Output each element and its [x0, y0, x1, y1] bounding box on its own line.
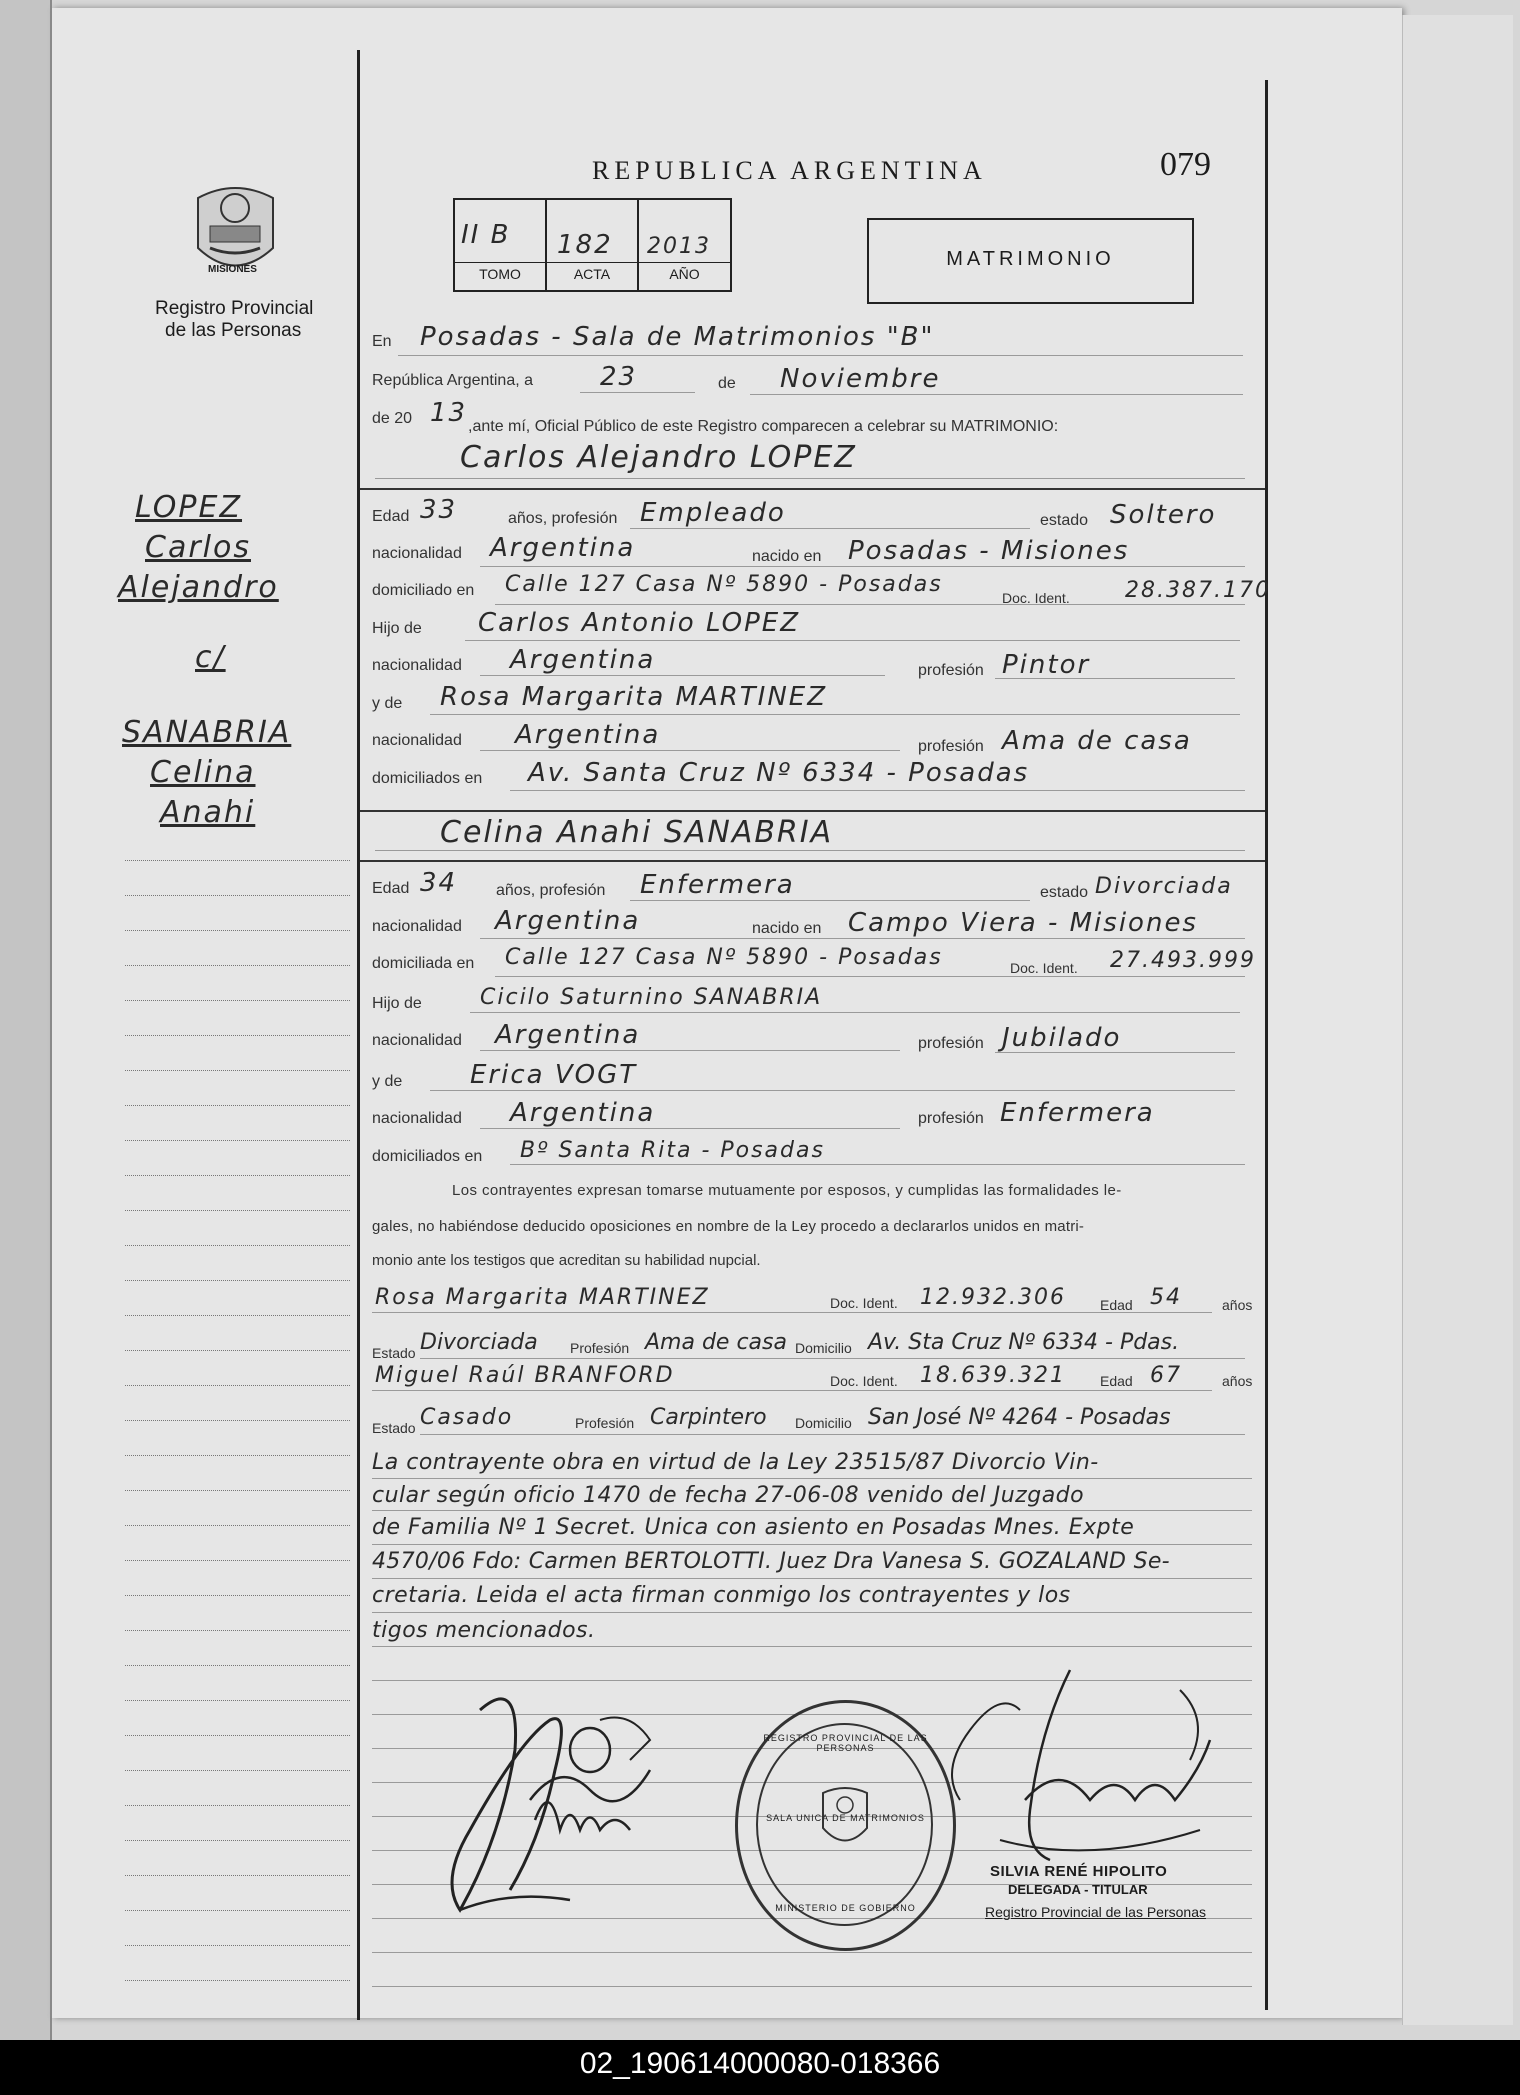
s1-anios-label: años, profesión: [508, 510, 618, 527]
officer-org: Registro Provincial de las Personas: [985, 1904, 1206, 1920]
sidebar-name-surname1: LOPEZ: [135, 490, 243, 525]
w2-profesion: Carpintero: [650, 1405, 767, 1430]
org-name-line1: Registro Provincial: [155, 298, 314, 319]
s1-domicilio: Calle 127 Casa Nº 5890 - Posadas: [505, 572, 943, 597]
s2-madre: Erica VOGT: [470, 1060, 638, 1090]
s2-estado-label: estado: [1040, 884, 1089, 901]
w1-dom-label: Domicilio: [795, 1340, 852, 1356]
ceremony-day: 23: [600, 362, 638, 392]
s2-nacionalidad: Argentina: [495, 906, 641, 936]
w2-domicilio: San José Nº 4264 - Posadas: [868, 1405, 1171, 1430]
left-page: [0, 0, 52, 2040]
province-emblem: [188, 178, 283, 288]
s2-doc: 27.493.999: [1110, 948, 1256, 973]
note-line-6: tigos mencionados.: [372, 1618, 596, 1643]
file-id: 02_190614000080-018366: [579, 2047, 941, 2080]
s1-edad-label: Edad: [372, 508, 410, 525]
w1-prof-label: Profesión: [570, 1340, 630, 1356]
seal-inner-text: SALA UNICA DE MATRIMONIOS: [766, 1813, 925, 1823]
note-line-4: 4570/06 Fdo: Carmen BERTOLOTTI. Juez Dra Vanesa S. GOZALAND Se-: [372, 1549, 1170, 1574]
year-prefix: de 20: [372, 410, 413, 427]
official-seal: [735, 1700, 956, 1951]
s1-dom-label: domiciliado en: [372, 582, 475, 599]
declaration-line2: gales, no habiéndose deducido oposiciones en nombre de la Ley procedo a declararlos unidos en matri-: [372, 1218, 1085, 1235]
s2-padre-nac: Argentina: [495, 1020, 641, 1050]
s2-padres-dom: Bº Santa Rita - Posadas: [520, 1138, 825, 1163]
officer-title: DELEGADA - TITULAR: [1008, 1882, 1148, 1897]
s1-padre-prof-label: profesión: [918, 662, 984, 679]
s1-nac-label: nacionalidad: [372, 545, 462, 562]
s2-padres-dom-label: domiciliados en: [372, 1148, 483, 1165]
s2-estado: Divorciada: [1095, 874, 1233, 899]
s1-nacido-label: nacido en: [752, 548, 822, 565]
spouse2-full-name: Celina Anahi SANABRIA: [440, 815, 834, 850]
s2-nacido: Campo Viera - Misiones: [848, 908, 1198, 938]
en-label: En: [372, 333, 392, 350]
w1-estado: Divorciada: [420, 1330, 538, 1355]
w2-prof-label: Profesión: [575, 1415, 635, 1431]
s2-padre-nac-label: nacionalidad: [372, 1032, 462, 1049]
page-number: 079: [1160, 146, 1211, 183]
org-name-line2: de las Personas: [165, 320, 302, 341]
tomo-label: TOMO: [455, 262, 545, 282]
tomo-value: II B: [461, 220, 511, 250]
w2-estado: Casado: [420, 1405, 514, 1430]
w1-doc: 12.932.306: [920, 1285, 1066, 1310]
anio-label: AÑO: [639, 262, 730, 282]
s1-padre-nac-label: nacionalidad: [372, 657, 462, 674]
spouse2-divider-top: [360, 810, 1265, 812]
s1-doc: 28.387.170: [1125, 578, 1271, 603]
acta-label: ACTA: [547, 262, 637, 282]
s1-yde-label: y de: [372, 695, 403, 712]
document-type-box: [867, 218, 1194, 304]
s2-padre: Cicilo Saturnino SANABRIA: [480, 985, 823, 1010]
right-margin-line: [1265, 80, 1268, 2010]
s1-profesion: Empleado: [640, 498, 786, 528]
spouse1-divider: [360, 488, 1265, 490]
w2-edad: 67: [1150, 1363, 1182, 1388]
s1-estado-label: estado: [1040, 512, 1089, 529]
country-title: REPUBLICA ARGENTINA: [592, 156, 987, 185]
w2-doc-label: Doc. Ident.: [830, 1373, 898, 1389]
s2-madre-prof: Enfermera: [1000, 1098, 1155, 1128]
sidebar-name-middle2: Anahi: [160, 795, 256, 830]
s2-edad: 34: [420, 868, 458, 898]
s2-madre-nac-label: nacionalidad: [372, 1110, 462, 1127]
page-edge: [1402, 15, 1513, 2025]
year-suffix: 13: [430, 398, 468, 428]
w1-domicilio: Av. Sta Cruz Nº 6334 - Pdas.: [868, 1330, 1180, 1355]
s1-nacionalidad: Argentina: [490, 533, 636, 563]
signature-left: [420, 1680, 700, 1930]
sidebar-name-surname2: SANABRIA: [122, 715, 292, 750]
spouse1-full-name: Carlos Alejandro LOPEZ: [460, 440, 857, 475]
seal-emblem-icon: [815, 1783, 875, 1853]
s1-estado: Soltero: [1110, 500, 1217, 530]
emblem-caption: MISIONES: [208, 264, 257, 275]
s2-yde-label: y de: [372, 1073, 403, 1090]
s1-padre-nac: Argentina: [510, 645, 656, 675]
s1-madre-prof: Ama de casa: [1002, 726, 1192, 756]
w2-name: Miguel Raúl BRANFORD: [375, 1363, 675, 1388]
w1-edad: 54: [1150, 1285, 1182, 1310]
spouse2-divider: [360, 860, 1265, 862]
s1-padres-dom-label: domiciliados en: [372, 770, 483, 787]
s2-nac-label: nacionalidad: [372, 918, 462, 935]
w2-dom-label: Domicilio: [795, 1415, 852, 1431]
de-label: de: [718, 375, 736, 392]
sidebar-divider: [357, 50, 360, 2020]
s2-padre-prof: Jubilado: [1002, 1023, 1122, 1053]
w1-anios-label: años: [1222, 1297, 1253, 1313]
s1-madre-nac: Argentina: [515, 720, 661, 750]
declaration-line1: Los contrayentes expresan tomarse mutuamente por esposos, y cumplidas las formalidades le-: [452, 1182, 1122, 1199]
s2-edad-label: Edad: [372, 880, 410, 897]
declaration-line3: monio ante los testigos que acreditan su habilidad nupcial.: [372, 1252, 761, 1269]
s2-doc-label: Doc. Ident.: [1010, 960, 1078, 976]
anio-value: 2013: [647, 234, 711, 259]
ceremony-month: Noviembre: [780, 364, 941, 394]
w2-estado-label: Estado: [372, 1420, 416, 1436]
w1-doc-label: Doc. Ident.: [830, 1295, 898, 1311]
s1-edad: 33: [420, 495, 458, 525]
s2-madre-nac: Argentina: [510, 1098, 656, 1128]
republica-label: República Argentina, a: [372, 372, 533, 389]
sidebar-name-first1: Carlos: [145, 530, 251, 565]
ceremony-place: Posadas - Sala de Matrimonios "B": [420, 322, 935, 352]
s1-padres-dom: Av. Santa Cruz Nº 6334 - Posadas: [528, 758, 1030, 788]
s1-padre-prof: Pintor: [1002, 650, 1091, 680]
w1-name: Rosa Margarita MARTINEZ: [375, 1285, 710, 1310]
s2-dom-label: domiciliada en: [372, 955, 475, 972]
s2-madre-prof-label: profesión: [918, 1110, 984, 1127]
s1-hijo-label: Hijo de: [372, 620, 422, 637]
w2-edad-label: Edad: [1100, 1373, 1133, 1389]
document-type: MATRIMONIO: [946, 248, 1115, 270]
s2-hijo-label: Hijo de: [372, 995, 422, 1012]
s1-padre: Carlos Antonio LOPEZ: [478, 608, 801, 638]
w2-doc: 18.639.321: [920, 1363, 1066, 1388]
s2-nacido-label: nacido en: [752, 920, 822, 937]
note-line-2: cular según oficio 1470 de fecha 27-06-08 venido del Juzgado: [372, 1483, 1085, 1508]
seal-outer-text: REGISTRO PROVINCIAL DE LAS PERSONAS: [763, 1733, 928, 1753]
s1-madre-prof-label: profesión: [918, 738, 984, 755]
s2-padre-prof-label: profesión: [918, 1035, 984, 1052]
w1-profesion: Ama de casa: [645, 1330, 787, 1355]
s2-anios-label: años, profesión: [496, 882, 606, 899]
officer-name: SILVIA RENÉ HIPOLITO: [990, 1863, 1168, 1880]
acta-value: 182: [557, 230, 613, 260]
s1-madre-nac-label: nacionalidad: [372, 732, 462, 749]
sidebar-conjunction: c/: [195, 640, 226, 675]
w1-edad-label: Edad: [1100, 1297, 1133, 1313]
w2-anios-label: años: [1222, 1373, 1253, 1389]
s2-domicilio: Calle 127 Casa Nº 5890 - Posadas: [505, 945, 943, 970]
s1-madre: Rosa Margarita MARTINEZ: [440, 682, 828, 712]
note-line-5: cretaria. Leida el acta firman conmigo los contrayentes y los: [372, 1583, 1071, 1608]
w1-estado-label: Estado: [372, 1345, 416, 1361]
s1-doc-label: Doc. Ident.: [1002, 590, 1070, 606]
note-line-1: La contrayente obra en virtud de la Ley 23515/87 Divorcio Vin-: [372, 1450, 1099, 1475]
s2-profesion: Enfermera: [640, 870, 795, 900]
s1-nacido: Posadas - Misiones: [848, 536, 1130, 566]
seal-bottom-text: MINISTERIO DE GOBIERNO: [775, 1903, 916, 1913]
sidebar-name-first2: Celina: [150, 755, 256, 790]
intro-text: ,ante mí, Oficial Público de este Registro comparecen a celebrar su MATRIMONIO:: [468, 418, 1059, 435]
signature-right: [940, 1650, 1230, 1880]
register-table: [453, 198, 732, 292]
note-line-3: de Familia Nº 1 Secret. Unica con asiento en Posadas Mnes. Expte: [372, 1515, 1135, 1540]
sidebar-name-middle1: Alejandro: [118, 570, 279, 605]
